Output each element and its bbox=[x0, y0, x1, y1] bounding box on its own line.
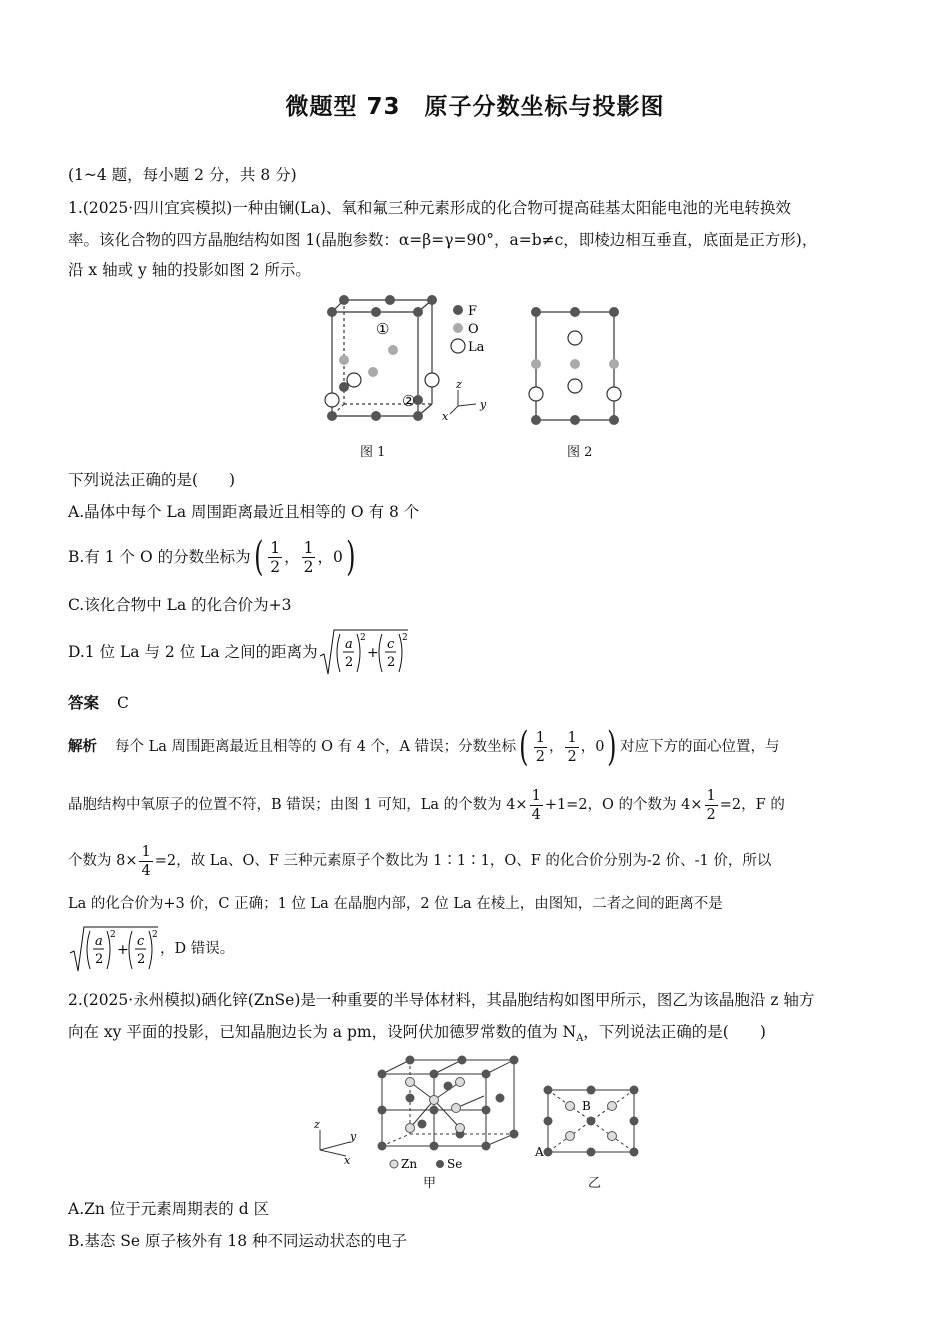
q1-explanation-4: La 的化合价为+3 价，C 正确；1 位 La 在晶胞内部，2 位 La 在棱上，由图知，二者之间的距离不是 bbox=[68, 896, 723, 912]
svg-text:+: + bbox=[117, 942, 129, 958]
svg-text:2: 2 bbox=[401, 633, 408, 643]
figure-yi-caption: 乙 bbox=[588, 1176, 602, 1191]
marker-1: ① bbox=[376, 320, 390, 338]
sqrt-formula-icon bbox=[318, 626, 410, 678]
axis-x-label: x bbox=[344, 1154, 351, 1167]
svg-text:2: 2 bbox=[344, 655, 353, 670]
svg-text:a: a bbox=[95, 934, 103, 949]
q2-option-b: B.基态 Se 原子核外有 18 种不同运动状态的电子 bbox=[68, 1232, 408, 1250]
fraction-half: $\frac{1}{2}$ bbox=[270, 538, 281, 576]
page-title: 微题型 73 原子分数坐标与投影图 bbox=[285, 94, 665, 120]
q2-line2: 向在 xy 平面的投影，已知晶胞边长为 a pm，设阿伏加德罗常数的值为 $N_A$，下列说法正确的是( ) bbox=[68, 1023, 766, 1045]
legend-o-label: O bbox=[468, 322, 479, 337]
q1-answer bbox=[68, 692, 129, 714]
axes-icon bbox=[450, 390, 476, 414]
figure-1-caption: 图 1 bbox=[360, 445, 386, 460]
q1-explanation-1: 解析 每个 La 周围距离最近且相等的 O 有 4 个，A 错误；分数坐标 ( $\frac{1}{2}$ ， $\frac{1}{2}$ ， 0 ) 对应下方的面心位置，与 bbox=[68, 724, 780, 770]
svg-text:2: 2 bbox=[137, 952, 146, 967]
figure-2-caption: 图 2 bbox=[567, 445, 593, 460]
q2-option-a: A.Zn 位于元素周期表的 d 区 bbox=[68, 1200, 270, 1218]
svg-text:+: + bbox=[366, 645, 379, 661]
option-d-text: D.1 位 La 与 2 位 La 之间的距离为 bbox=[68, 643, 318, 661]
legend-se-label: Se bbox=[447, 1157, 463, 1171]
q1-explanation-3: 个数为 8× $\frac{1}{4}$ =2，故 La、O、F 三种元素原子个数比为 1∶1∶1，O、F 的化合价分别为-2 价、-1 价，所以 bbox=[68, 843, 772, 879]
axis-z-label: z bbox=[456, 378, 462, 391]
q1-explanation-2: 晶胞结构中氧原子的位置不符，B 错误；由图 1 可知，La 的个数为 4× $\frac{1}{4}$ +1=2，O 的个数为 4× $\frac{1}{2}$ =2，F 的 bbox=[68, 787, 785, 823]
label-a: A bbox=[535, 1145, 544, 1159]
fraction-half: $\frac{1}{2}$ bbox=[303, 538, 314, 576]
legend-zn-label: Zn bbox=[401, 1157, 418, 1171]
paren-left: ( bbox=[253, 534, 264, 580]
intro-text: (1~4 题，每小题 2 分，共 8 分) bbox=[68, 166, 297, 184]
q1-option-b: B.有 1 个 O 的分数坐标为 ( $\frac{1}{2}$ ， $\frac{1}{2}$ ， 0 ) bbox=[68, 534, 356, 580]
answer-label: 答案 bbox=[68, 694, 100, 712]
axis-x-label: x bbox=[442, 410, 449, 423]
marker-2: ② bbox=[402, 392, 416, 410]
svg-text:2: 2 bbox=[359, 633, 366, 643]
svg-text:a: a bbox=[344, 637, 353, 652]
legend-f-label: F bbox=[468, 304, 478, 319]
figure-jia-caption: 甲 bbox=[423, 1176, 437, 1191]
q1-line1: 1.(2025·四川宜宾模拟)一种由镧(La)、氧和氟三种元素形成的化合物可提高硅基太阳能电池的光电转换效 bbox=[68, 199, 791, 217]
paren-right: ) bbox=[345, 534, 356, 580]
q1-option-d bbox=[68, 626, 410, 678]
figure-1-unit-cell bbox=[318, 292, 498, 432]
svg-text:2: 2 bbox=[386, 655, 395, 670]
axis-y-label: y bbox=[480, 398, 487, 411]
q1-line3: 沿 x 轴或 y 轴的投影如图 2 所示。 bbox=[68, 261, 311, 279]
svg-text:2: 2 bbox=[95, 952, 104, 967]
option-b-text: B.有 1 个 O 的分数坐标为 bbox=[68, 548, 251, 566]
axis-z-label: z bbox=[314, 1118, 320, 1131]
q1-line2: 率。该化合物的四方晶胞结构如图 1(晶胞参数：α=β=γ=90°，a=b≠c，即棱边相互垂直，底面是正方形)， bbox=[68, 231, 818, 249]
legend-la-label: La bbox=[468, 340, 485, 355]
figure-jia-znse-cell bbox=[306, 1052, 526, 1184]
label-b: B bbox=[582, 1099, 591, 1113]
explanation-label: 解析 bbox=[68, 739, 97, 755]
axes-icon bbox=[320, 1130, 350, 1156]
svg-text:c: c bbox=[137, 934, 145, 949]
axis-y-label: y bbox=[350, 1130, 357, 1143]
svg-text:2: 2 bbox=[152, 930, 158, 940]
q1-option-a: A.晶体中每个 La 周围距离最近且相等的 O 有 8 个 bbox=[68, 503, 420, 521]
q1-question: 下列说法正确的是( ) bbox=[68, 471, 236, 489]
svg-text:2: 2 bbox=[110, 930, 116, 940]
q1-option-c: C.该化合物中 La 的化合价为+3 bbox=[68, 596, 292, 614]
sqrt-formula-icon bbox=[68, 923, 160, 975]
q1-explanation-5: a 2 2 + c 2 2 ，D 错误。 bbox=[68, 922, 234, 976]
answer-value: C bbox=[117, 694, 129, 712]
q2-line1: 2.(2025·永州模拟)硒化锌(ZnSe)是一种重要的半导体材料，其晶胞结构如图甲所示，图乙为该晶胞沿 z 轴方 bbox=[68, 991, 815, 1009]
figure-2-projection bbox=[524, 302, 628, 430]
figure-yi-projection bbox=[530, 1080, 650, 1160]
svg-text:c: c bbox=[386, 637, 394, 652]
